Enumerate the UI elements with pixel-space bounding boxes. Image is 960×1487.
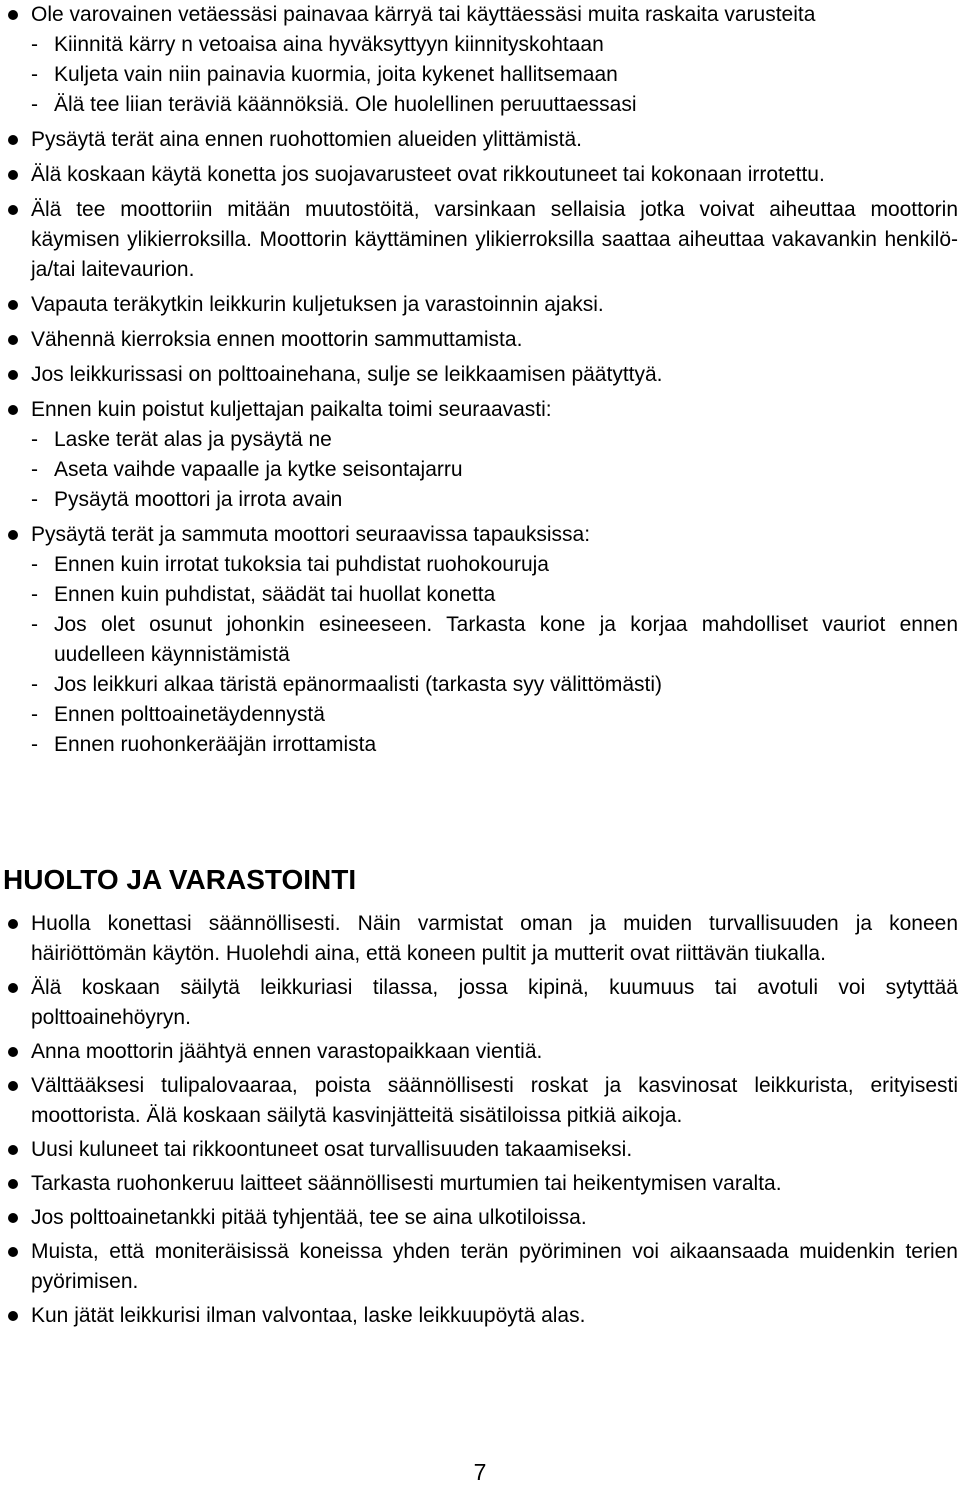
bullet-icon xyxy=(8,335,18,345)
list-item xyxy=(0,1301,958,1331)
list-item xyxy=(0,909,958,969)
sub-list-item-text: Jos olet osunut johonkin esineeseen. Tarkasta kone ja korjaa mahdolliset vauriot ennen uudelleen käynnistämistä xyxy=(54,613,958,666)
list-item xyxy=(0,520,958,760)
sub-list-item-text: Ennen kuin irrotat tukoksia tai puhdistat ruohokouruja xyxy=(54,553,549,576)
sub-list-item xyxy=(31,455,958,485)
list-item-text: Pysäytä terät aina ennen ruohottomien alueiden ylittämistä. xyxy=(31,128,582,151)
bullet-icon xyxy=(8,370,18,380)
list-item xyxy=(0,395,958,515)
sub-list-item-text: Ennen kuin puhdistat, säädät tai huollat konetta xyxy=(54,583,496,606)
list-item xyxy=(0,160,958,190)
bullet-icon xyxy=(8,1047,18,1057)
dash-marker: - xyxy=(31,488,38,511)
dash-marker: - xyxy=(31,733,38,756)
list-item-text: Tarkasta ruohonkeruu laitteet säännöllisesti murtumien tai heikentymisen varalta. xyxy=(31,1172,782,1195)
sub-list-item-text: Kiinnitä kärry n vetoaisa aina hyväksyttyyn kiinnityskohtaan xyxy=(54,33,604,56)
list-item-text: Älä koskaan käytä konetta jos suojavarusteet ovat rikkoutuneet tai kokonaan irrotettu. xyxy=(31,163,825,186)
list-item-text: Vähennä kierroksia ennen moottorin sammuttamista. xyxy=(31,328,523,351)
dash-marker: - xyxy=(31,428,38,451)
sub-list-item-text: Jos leikkuri alkaa täristä epänormaalisti (tarkasta syy välittömästi) xyxy=(54,673,663,696)
sub-list-item xyxy=(31,610,958,670)
list-item-text: Kun jätät leikkurisi ilman valvontaa, laske leikkuupöytä alas. xyxy=(31,1304,586,1327)
bullet-icon xyxy=(8,170,18,180)
bullet-icon xyxy=(8,10,18,20)
list-item-text: Älä koskaan säilytä leikkuriasi tilassa, jossa kipinä, kuumuus tai avotuli voi sytyttää polttoainehöyryn. xyxy=(31,976,958,1029)
bullet-icon xyxy=(8,1179,18,1189)
sub-list-item-text: Pysäytä moottori ja irrota avain xyxy=(54,488,343,511)
bullet-icon xyxy=(8,300,18,310)
sub-list-item xyxy=(31,700,958,730)
bullet-icon xyxy=(8,530,18,540)
sub-list-item xyxy=(31,90,958,120)
sub-list-item-text: Aseta vaihde vapaalle ja kytke seisontajarru xyxy=(54,458,463,481)
list-item-text: Jos leikkurissasi on polttoainehana, sulje se leikkaamisen päätyttyä. xyxy=(31,363,663,386)
bullet-icon xyxy=(8,135,18,145)
sub-list-item xyxy=(31,60,958,90)
sub-list-item xyxy=(31,730,958,760)
list-item-text: Anna moottorin jäähtyä ennen varastopaikkaan vientiä. xyxy=(31,1040,543,1063)
list-item xyxy=(0,1237,958,1297)
dash-marker: - xyxy=(31,93,38,116)
dash-marker: - xyxy=(31,63,38,86)
list-item-text: Pysäytä terät ja sammuta moottori seuraavissa tapauksissa: xyxy=(31,523,591,546)
sub-list-item-text: Laske terät alas ja pysäytä ne xyxy=(54,428,332,451)
sub-list-item xyxy=(31,30,958,60)
dash-marker: - xyxy=(31,458,38,481)
sub-list-item xyxy=(31,550,958,580)
list-item xyxy=(0,1037,958,1067)
list-item xyxy=(0,195,958,285)
maintenance-list xyxy=(0,909,958,1335)
bullet-icon xyxy=(8,405,18,415)
dash-marker: - xyxy=(31,673,38,696)
list-item-text: Ennen kuin poistut kuljettajan paikalta toimi seuraavasti: xyxy=(31,398,552,421)
bullet-icon xyxy=(8,205,18,215)
list-item-text: Muista, että moniteräisissä koneissa yhden terän pyöriminen voi aikaansaada muidenkin terien pyörimisen. xyxy=(31,1240,958,1293)
bullet-icon xyxy=(8,919,18,929)
list-item xyxy=(0,1135,958,1165)
section-heading: HUOLTO JA VARASTOINTI xyxy=(3,864,357,895)
list-item-text: Välttääksesi tulipalovaaraa, poista säännöllisesti roskat ja kasvinosat leikkurista, erityisesti moottorista. Älä koskaan säilytä kasvinjätteitä sisätiloissa pitkiä aikoja. xyxy=(31,1074,958,1127)
sub-list-item xyxy=(31,670,958,700)
list-item xyxy=(0,290,958,320)
list-item-text: Vapauta teräkytkin leikkurin kuljetuksen ja varastoinnin ajaksi. xyxy=(31,293,604,316)
dash-marker: - xyxy=(31,613,38,636)
bullet-icon xyxy=(8,1247,18,1257)
bullet-icon xyxy=(8,1311,18,1321)
list-item xyxy=(0,325,958,355)
sub-list-item-text: Ennen ruohonkerääjän irrottamista xyxy=(54,733,377,756)
list-item xyxy=(0,1203,958,1233)
sub-list-item xyxy=(31,485,958,515)
bullet-icon xyxy=(8,983,18,993)
dash-marker: - xyxy=(31,703,38,726)
list-item-text: Huolla konettasi säännöllisesti. Näin varmistat oman ja muiden turvallisuuden ja koneen häiriöttömän käytön. Huolehdi aina, että koneen pultit ja mutterit ovat riittävän tiukalla. xyxy=(31,912,958,965)
list-item xyxy=(0,1071,958,1131)
dash-marker: - xyxy=(31,583,38,606)
sub-list-item-text: Ennen polttoainetäydennystä xyxy=(54,703,325,726)
bullet-icon xyxy=(8,1081,18,1091)
list-item-text: Jos polttoainetankki pitää tyhjentää, tee se aina ulkotiloissa. xyxy=(31,1206,587,1229)
list-item-text: Uusi kuluneet tai rikkoontuneet osat turvallisuuden takaamiseksi. xyxy=(31,1138,633,1161)
bullet-icon xyxy=(8,1213,18,1223)
sub-list-item xyxy=(31,580,958,610)
sub-list-item-text: Kuljeta vain niin painavia kuormia, joita kykenet hallitsemaan xyxy=(54,63,618,86)
sub-list-item-text: Älä tee liian teräviä käännöksiä. Ole huolellinen peruuttaessasi xyxy=(54,93,637,116)
bullet-icon xyxy=(8,1145,18,1155)
dash-marker: - xyxy=(31,33,38,56)
list-item-text: Ole varovainen vetäessäsi painavaa kärryä tai käyttäessäsi muita raskaita varusteita xyxy=(31,3,816,26)
list-item xyxy=(0,973,958,1033)
list-item xyxy=(0,0,958,120)
list-item xyxy=(0,125,958,155)
list-item-text: Älä tee moottoriin mitään muutostöitä, varsinkaan sellaisia jotka voivat aiheuttaa moottorin käymisen ylikierroksilla. Moottorin käyttäminen ylikierroksilla saattaa aiheuttaa vakavankin henkilö- ja/tai laitevaurion. xyxy=(31,198,958,281)
dash-marker: - xyxy=(31,553,38,576)
page-number: 7 xyxy=(473,1459,487,1485)
list-item xyxy=(0,360,958,390)
list-item xyxy=(0,1169,958,1199)
sub-list-item xyxy=(31,425,958,455)
